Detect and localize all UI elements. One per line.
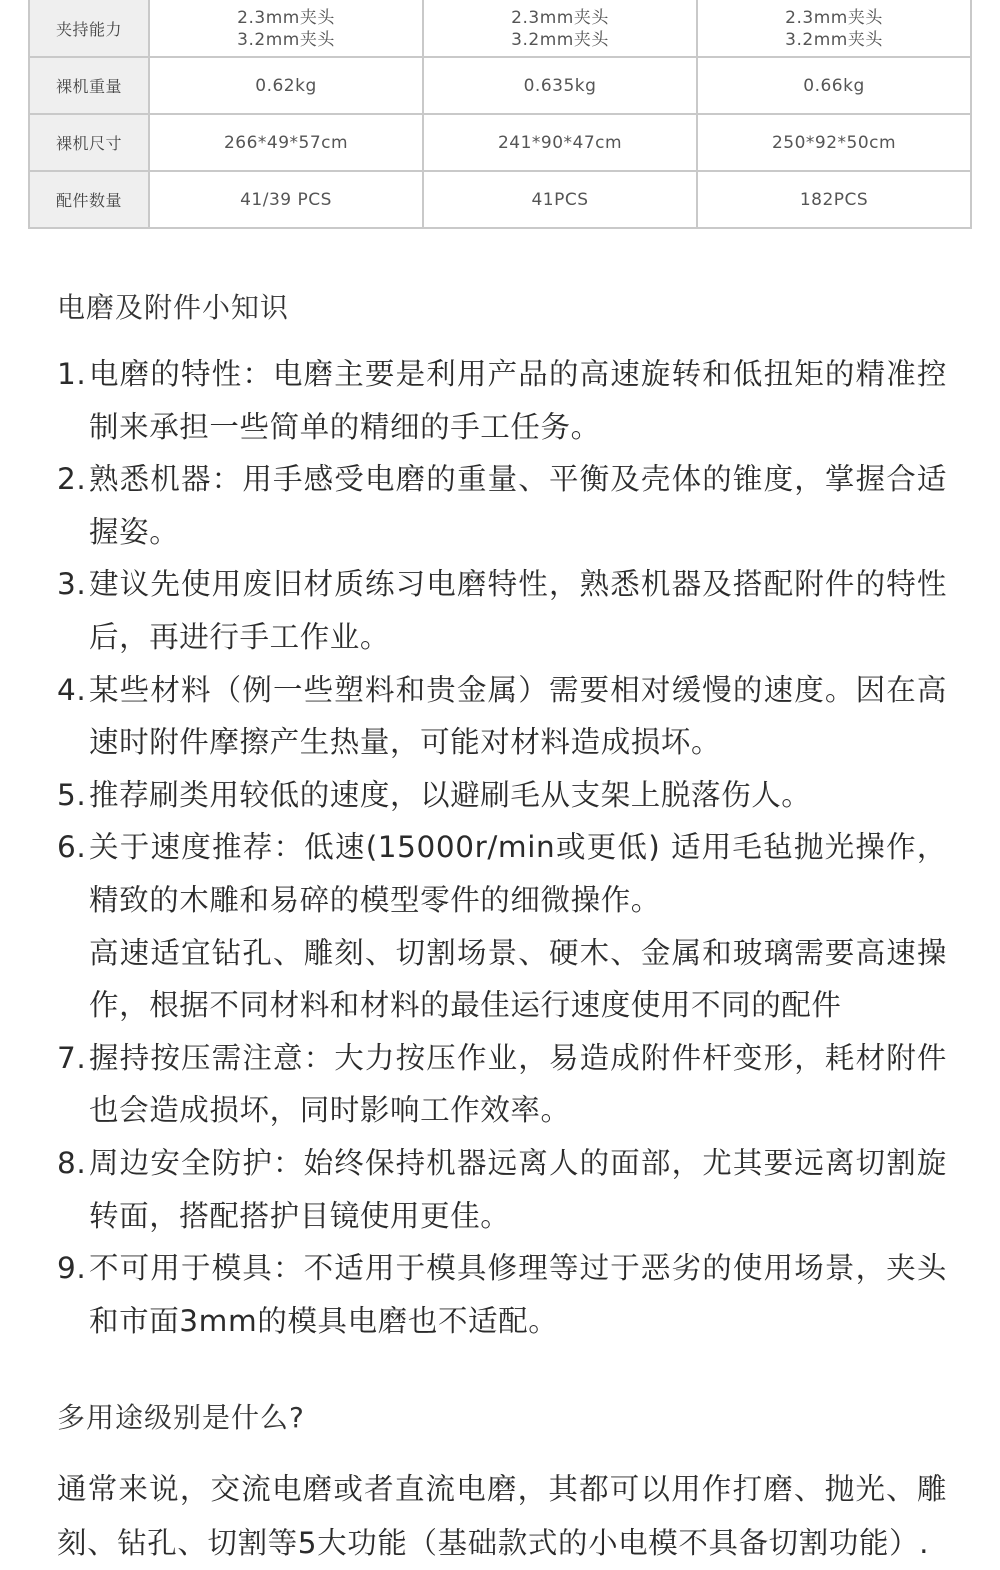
tips-list — [57, 348, 947, 1347]
tip-text: 某些材料（例一些塑料和贵金属）需要相对缓慢的速度。因在高速时附件摩擦产生热量，可能对材料造成损坏。 — [89, 672, 947, 760]
tip-text: 关于速度推荐：低速(15000r/min或更低) 适用毛毡抛光操作，精致的木雕和易碎的模型零件的细微操作。 — [89, 830, 947, 917]
tip-number: 1. — [57, 357, 87, 391]
tip-item — [57, 1242, 947, 1347]
tip-number: 7. — [57, 1040, 87, 1075]
tip-text: 不可用于模具：不适用于模具修理等过于恶劣的使用场景，夹头和市面3mm的模具电磨也不适配。 — [89, 1251, 947, 1338]
tip-extra-text: 高速适宜钻孔、雕刻、切割场景、硬木、金属和玻璃需要高速操作，根据不同材料和材料的最佳运行速度使用不同的配件 — [89, 935, 947, 1023]
spec-cell: 0.635kg — [423, 57, 697, 114]
spec-label: 裸机重量 — [29, 57, 149, 114]
spec-row-accessories — [29, 171, 971, 228]
spec-cell: 0.66kg — [697, 57, 971, 114]
tip-number: 8. — [57, 1145, 87, 1180]
spec-label: 夹持能力 — [29, 0, 149, 57]
tip-item — [57, 769, 947, 822]
tip-text: 握持按压需注意：大力按压作业，易造成附件杆变形，耗材附件也会造成损坏，同时影响工作效率。 — [89, 1040, 947, 1128]
tip-item — [57, 1137, 947, 1242]
tip-item — [57, 664, 947, 769]
tip-item — [57, 558, 947, 663]
spec-cell-line: 3.2mm夹头 — [237, 30, 335, 50]
spec-row-clamp — [29, 0, 971, 57]
spec-cell: 250*92*50cm — [697, 114, 971, 171]
tip-number: 4. — [57, 672, 87, 707]
multipurpose-intro: 通常来说，交流电磨或者直流电磨，其都可以用作打磨、抛光、雕刻、钻孔、切割等5大功能（基础款式的小电模不具备切割功能）. — [57, 1472, 947, 1560]
spec-cell-line: 3.2mm夹头 — [785, 30, 883, 50]
tip-text: 推荐刷类用较低的速度，以避刷毛从支架上脱落伤人。 — [89, 777, 812, 812]
knowledge-title: 电磨及附件小知识 — [57, 291, 290, 324]
tip-number: 2. — [57, 462, 87, 497]
tip-text: 熟悉机器：用手感受电磨的重量、平衡及壳体的锥度，掌握合适握姿。 — [89, 462, 947, 549]
tip-number: 9. — [57, 1251, 87, 1286]
spec-cell-line: 2.3mm夹头 — [511, 8, 609, 28]
spec-cell: 266*49*57cm — [149, 114, 423, 171]
spec-cell-line: 2.3mm夹头 — [237, 8, 335, 28]
multipurpose-title: 多用途级别是什么? — [57, 1401, 305, 1434]
spec-row-weight — [29, 57, 971, 114]
spec-label: 裸机尺寸 — [29, 114, 149, 171]
tip-text: 周边安全防护：始终保持机器远离人的面部，尤其要远离切割旋转面，搭配搭护目镜使用更佳。 — [89, 1145, 947, 1233]
spec-table — [28, 0, 972, 229]
spec-cell: 182PCS — [697, 171, 971, 228]
tip-text: 建议先使用废旧材质练习电磨特性，熟悉机器及搭配附件的特性后，再进行手工作业。 — [89, 567, 947, 654]
tip-item — [57, 821, 947, 1031]
spec-cell: 41PCS — [423, 171, 697, 228]
tip-item — [57, 1032, 947, 1137]
spec-cell — [423, 0, 697, 57]
spec-cell: 241*90*47cm — [423, 114, 697, 171]
tip-text: 电磨的特性：电磨主要是利用产品的高速旋转和低扭矩的精准控制来承担一些简单的精细的手工任务。 — [89, 357, 947, 444]
tip-number: 6. — [57, 830, 87, 865]
tip-item — [57, 453, 947, 558]
spec-label: 配件数量 — [29, 171, 149, 228]
spec-cell-line: 3.2mm夹头 — [511, 30, 609, 50]
spec-cell: 0.62kg — [149, 57, 423, 114]
tip-number: 5. — [57, 777, 87, 812]
spec-cell — [697, 0, 971, 57]
spec-cell — [149, 0, 423, 57]
spec-cell: 41/39 PCS — [149, 171, 423, 228]
tip-number: 3. — [57, 567, 87, 602]
spec-cell-line: 2.3mm夹头 — [785, 8, 883, 28]
tip-item — [57, 348, 947, 453]
spec-row-size — [29, 114, 971, 171]
